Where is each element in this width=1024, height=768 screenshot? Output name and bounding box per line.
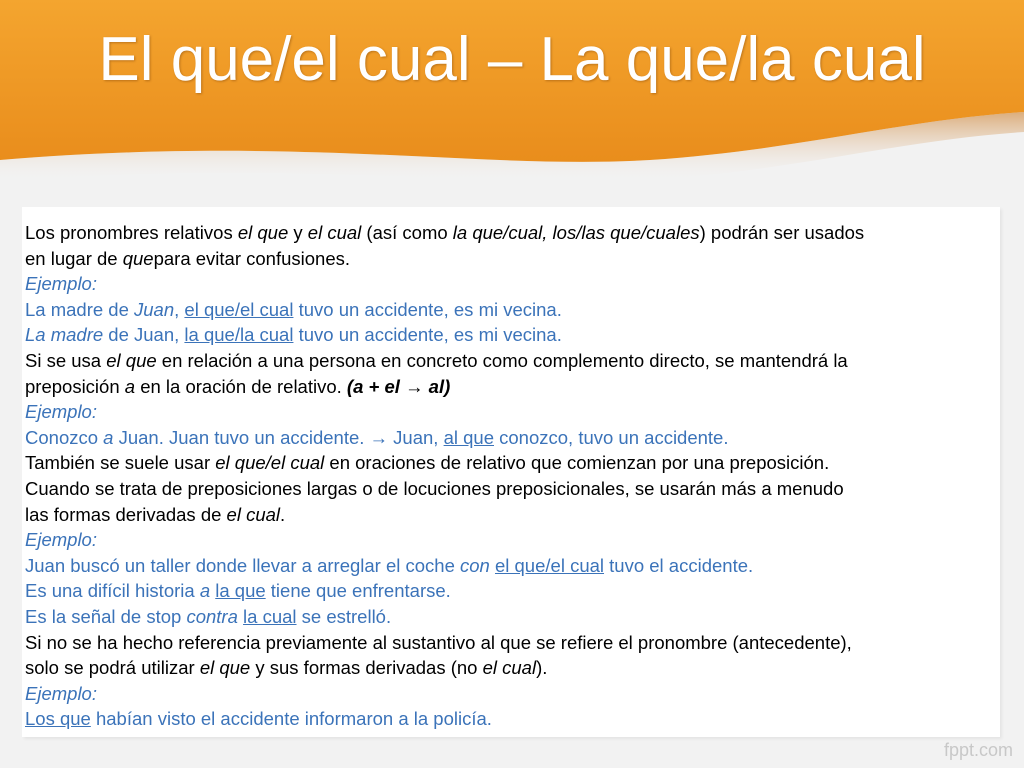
text-line	[25, 655, 1000, 681]
underlined-pronoun: Los que	[25, 708, 91, 730]
text-line	[25, 322, 1000, 348]
text-segment: las formas derivadas de	[25, 503, 227, 525]
text-segment: Ejemplo:	[25, 529, 97, 551]
text-line	[25, 476, 1000, 502]
text-segment: tuvo un accidente, es mi vecina.	[293, 298, 562, 320]
text-line	[25, 681, 1000, 707]
text-segment: Ejemplo:	[25, 682, 97, 704]
text-line	[25, 220, 1000, 246]
text-line	[25, 630, 1000, 656]
text-line	[25, 502, 1000, 528]
text-line	[25, 246, 1000, 272]
text-line	[25, 706, 1000, 732]
text-segment: tuvo un accidente, es mi vecina.	[293, 324, 562, 346]
text-segment: el que	[237, 222, 289, 243]
text-segment: (a + el → al)	[346, 375, 451, 397]
text-segment: el que/el cual	[215, 452, 325, 474]
text-segment: Es la señal de stop	[25, 605, 187, 627]
text-segment: Juan	[134, 298, 175, 320]
underlined-pronoun: el que/el cual	[184, 298, 294, 320]
watermark: fppt.com	[944, 740, 1014, 760]
text-segment: ) podrán ser usados	[699, 222, 865, 243]
text-segment: Ejemplo:	[25, 401, 97, 423]
text-segment: a	[124, 375, 136, 397]
text-segment: en la oración de relativo.	[135, 375, 347, 397]
underlined-pronoun: al que	[443, 426, 494, 448]
text-segment: la que/cual, los/las que/cuales	[452, 222, 700, 243]
text-segment: La madre	[25, 324, 104, 346]
text-segment: (así como	[361, 222, 453, 243]
text-segment: tiene que enfrentarse.	[265, 580, 451, 602]
text-segment: ).	[536, 657, 548, 679]
text-segment: con	[460, 554, 490, 576]
text-segment: el que	[199, 657, 251, 679]
text-segment: solo se podrá utilizar	[25, 657, 200, 679]
text-line	[25, 425, 1000, 451]
text-segment: el que	[106, 349, 157, 371]
text-segment: en relación a una persona en concreto como complemento directo, se mantendrá la	[156, 349, 848, 371]
underlined-pronoun: la que	[215, 580, 266, 602]
underlined-pronoun: el que/el cual	[494, 554, 605, 576]
text-line	[25, 348, 1000, 374]
text-segment: Es una difícil historia	[25, 580, 200, 602]
text-segment: conozco, tuvo un accidente.	[494, 426, 729, 448]
text-segment: Si no se ha hecho referencia previamente al sustantivo al que se refiere el pronombre (antecedente),	[25, 631, 852, 653]
text-segment: y	[288, 222, 308, 243]
text-segment: Conozco	[25, 426, 104, 448]
text-line	[25, 271, 1000, 297]
text-segment: ,	[174, 298, 185, 320]
slide-title: El que/el cual – La que/la cual	[98, 25, 926, 94]
text-segment: habían visto el accidente informaron a la policía.	[90, 708, 492, 730]
text-segment: contra	[186, 605, 238, 627]
text-segment: tuvo el accidente.	[604, 554, 754, 576]
underlined-pronoun: la cual	[243, 605, 297, 627]
text-segment: que	[122, 247, 154, 269]
text-segment: y sus formas derivadas (no	[250, 657, 483, 679]
text-segment: .	[280, 503, 286, 525]
text-segment: La madre de	[25, 298, 135, 320]
text-line	[25, 527, 1000, 553]
body-text	[25, 220, 1000, 732]
text-segment: en lugar de	[25, 247, 123, 269]
text-segment: el cual	[307, 222, 362, 243]
text-line	[25, 553, 1000, 579]
text-segment: Cuando se trata de preposiciones largas o de locuciones preposicionales, se usarán más a menudo	[25, 477, 844, 499]
text-line	[25, 399, 1000, 425]
text-segment: a	[199, 580, 211, 602]
text-segment: se estrelló.	[296, 605, 392, 627]
text-line	[25, 578, 1000, 604]
text-line	[25, 297, 1000, 323]
text-segment: Ejemplo:	[25, 273, 97, 295]
text-segment: el cual	[226, 503, 281, 525]
text-segment: de Juan,	[103, 324, 185, 346]
text-segment: preposición	[25, 375, 125, 397]
text-segment: Juan. Juan tuvo un accidente. → Juan,	[113, 426, 444, 448]
text-segment: para evitar confusiones.	[153, 247, 351, 269]
text-segment: a	[103, 426, 114, 448]
text-segment: en oraciones de relativo que comienzan por una preposición.	[324, 452, 830, 474]
text-line	[25, 374, 1000, 400]
text-segment: el cual	[482, 657, 537, 679]
underlined-pronoun: la que/la cual	[184, 324, 294, 346]
text-segment: También se suele usar	[25, 452, 216, 474]
text-segment: Juan buscó un taller donde llevar a arreglar el coche	[25, 554, 461, 576]
text-line	[25, 450, 1000, 476]
text-segment: Los pronombres relativos	[25, 222, 238, 243]
text-line	[25, 604, 1000, 630]
text-segment: Si se usa	[25, 349, 107, 371]
